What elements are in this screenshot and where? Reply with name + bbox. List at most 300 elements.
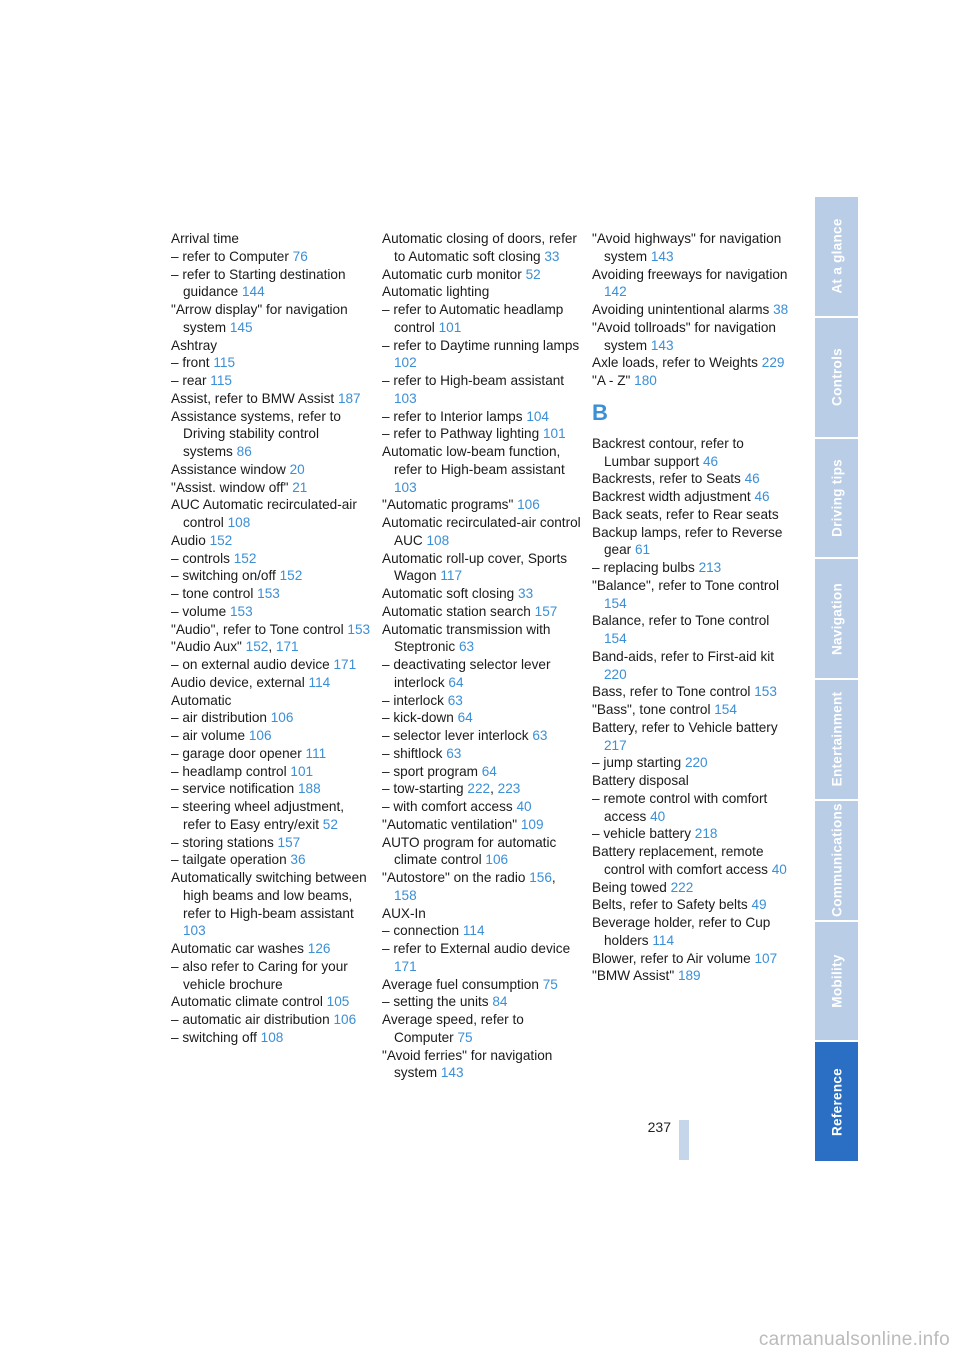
page-link[interactable]: 101 <box>290 763 314 779</box>
index-entry <box>171 958 371 994</box>
index-entry-text: "Automatic ventilation" <box>382 816 518 832</box>
index-entry <box>382 816 582 834</box>
page-link[interactable]: 86 <box>236 444 252 459</box>
index-entry <box>171 993 371 1011</box>
index-entry-text: – jump starting <box>592 755 682 771</box>
index-entry <box>382 940 582 976</box>
tab-navigation[interactable] <box>815 559 858 680</box>
page-link[interactable]: 52 <box>322 816 338 832</box>
index-entry-text: – tone control <box>171 586 254 601</box>
page-link[interactable]: 114 <box>308 674 331 690</box>
page-link[interactable]: 126 <box>307 941 331 956</box>
index-entry-text: Avoiding freeways for navigation <box>592 266 788 282</box>
index-entry-text: – tow-starting <box>382 781 464 797</box>
index-entry <box>592 914 792 950</box>
index-entry-text: – refer to Computer <box>171 248 289 264</box>
page-link[interactable]: 109 <box>520 816 544 832</box>
index-column-1 <box>171 230 371 1047</box>
index-entry <box>171 798 371 834</box>
index-entry <box>382 692 582 710</box>
index-entry-text: – deactivating selector lever interlock <box>382 657 551 690</box>
index-entry-text: – refer to External audio device <box>382 941 571 956</box>
page-link[interactable]: 106 <box>485 852 509 868</box>
index-entry-text: Axle loads, refer to Weights <box>592 355 758 371</box>
index-entry <box>171 692 371 710</box>
page-link[interactable]: 108 <box>426 532 450 548</box>
index-entry-text: – setting the units <box>382 994 489 1010</box>
page-link[interactable]: 222 <box>467 781 491 797</box>
page-link[interactable]: 143 <box>650 337 674 353</box>
page-link[interactable]: 106 <box>333 1012 357 1027</box>
page-link[interactable]: 143 <box>440 1065 464 1081</box>
page-link[interactable]: 101 <box>438 319 462 335</box>
index-entry-text: AUX-In <box>382 905 426 921</box>
page-link[interactable]: 46 <box>703 453 719 469</box>
tab-communications[interactable] <box>815 801 858 922</box>
index-entry-text: – headlamp control <box>171 763 287 779</box>
index-entry-text: Automatic soft closing <box>382 586 515 601</box>
index-entry <box>592 301 792 319</box>
index-entry <box>171 851 371 869</box>
index-entry-text: – steering wheel adjustment, refer to Easy entry/exit <box>171 799 345 832</box>
index-entry-text: – service notification <box>171 781 295 797</box>
page-link[interactable]: 108 <box>227 515 251 530</box>
index-entry-text: "Autostore" on the radio <box>382 870 526 885</box>
index-entry-text: – refer to Starting destination guidance <box>171 266 346 300</box>
index-entry: "Audio Aux" 152, 171 <box>171 639 299 655</box>
index-entry <box>382 408 582 426</box>
index-entry-text: – on external audio device <box>171 657 330 672</box>
index-entry <box>592 896 792 914</box>
index-entry <box>592 266 792 302</box>
index-entry-text: – refer to Interior lamps <box>382 408 523 424</box>
page-link[interactable]: 115 <box>213 355 235 371</box>
page-link[interactable]: 171 <box>333 657 357 672</box>
index-entry-text: Backrest width adjustment <box>592 489 751 504</box>
page-link[interactable]: 111 <box>305 745 327 761</box>
index-entry <box>171 763 371 781</box>
index-entry-text: Being towed <box>592 879 667 895</box>
page-link[interactable]: 63 <box>447 692 463 708</box>
section-tabs <box>815 197 858 1161</box>
index-entry-text: – remote control with comfort access <box>592 790 768 824</box>
index-entry-text: – interlock <box>382 692 444 708</box>
page-link[interactable]: 107 <box>754 950 778 966</box>
index-entry-text: – volume <box>171 603 227 619</box>
page-link[interactable]: 38 <box>773 302 789 317</box>
index-entry <box>171 567 371 585</box>
index-entry <box>171 834 371 852</box>
index-entry <box>382 283 582 301</box>
index-entry <box>382 443 582 496</box>
index-entry-text: Automatic station search <box>382 603 531 619</box>
index-entry <box>171 230 371 248</box>
index-entry-text: Battery disposal <box>592 773 689 788</box>
index-entry-text: "Audio Aux" <box>171 639 242 655</box>
index-entry <box>592 230 792 266</box>
index-entry-text: Audio device, external <box>171 674 305 690</box>
index-entry <box>592 488 792 506</box>
index-entry <box>382 798 582 816</box>
index-entry <box>171 621 371 639</box>
index-entry-text: – garage door opener <box>171 745 302 761</box>
index-letter-heading: B <box>592 399 608 425</box>
index-entry-text: Assistance systems, refer to Driving stability control systems <box>171 408 341 459</box>
index-entry-text: Automatic lighting <box>382 284 490 300</box>
page-link[interactable]: 114 <box>652 932 675 948</box>
index-entry <box>382 656 582 692</box>
index-entry-text: Automatic car washes <box>171 941 304 956</box>
index-entry-text: Avoiding unintentional alarms <box>592 302 770 317</box>
index-column-3 <box>592 230 792 985</box>
index-entry-text: – air distribution <box>171 710 267 726</box>
index-entry <box>171 532 371 550</box>
index-entry-text: – with comfort access <box>382 799 513 814</box>
page-link[interactable]: 105 <box>326 994 350 1010</box>
index-entry <box>382 550 582 586</box>
index-entry <box>382 496 582 514</box>
index-entry-text: – front <box>171 355 210 371</box>
index-entry-text: Average fuel consumption <box>382 976 539 992</box>
index-entry <box>171 408 371 461</box>
index-entry <box>592 648 792 684</box>
index-entry <box>171 656 371 674</box>
index-entry-text: – sport program <box>382 763 478 779</box>
index-entry <box>171 585 371 603</box>
index-entry-text: Automatic low-beam function, refer to High-beam assistant <box>382 444 565 477</box>
index-entry <box>382 745 582 763</box>
index-entry <box>592 719 792 755</box>
page-link[interactable]: 154 <box>604 631 627 646</box>
index-entry-text: – selector lever interlock <box>382 728 529 743</box>
index-entry-text: Audio <box>171 532 206 548</box>
tab-driving-tips[interactable] <box>815 439 858 560</box>
page-link[interactable]: 63 <box>446 745 462 761</box>
index-entry-text: AUC Automatic recirculated-air control <box>171 497 357 530</box>
tab-mobility[interactable] <box>815 922 858 1043</box>
page-link[interactable]: 189 <box>677 968 701 984</box>
index-entry-text: – replacing bulbs <box>592 560 695 575</box>
index-entry-text: Automatic transmission with Steptronic <box>382 621 551 655</box>
index-entry-text: – rear <box>171 373 207 388</box>
page-link[interactable]: 152 <box>233 550 257 566</box>
page-number-bar <box>679 1120 689 1160</box>
page-link[interactable]: 171 <box>394 958 417 974</box>
page-link[interactable]: 220 <box>684 755 708 771</box>
page-link[interactable]: 52 <box>525 266 541 282</box>
index-entry <box>171 248 371 266</box>
index-entry <box>592 879 792 897</box>
page-link[interactable]: 144 <box>241 284 265 300</box>
index-entry <box>382 905 582 923</box>
index-entry <box>592 701 792 719</box>
page-link[interactable]: 217 <box>604 737 627 753</box>
page-link[interactable]: 171 <box>275 639 299 655</box>
page-link[interactable]: 153 <box>229 603 253 619</box>
index-entry <box>382 727 582 745</box>
page-link[interactable]: 102 <box>394 355 417 371</box>
index-entry-text: Backrest contour, refer to Lumbar support <box>592 435 744 469</box>
index-entry <box>382 585 582 603</box>
page-link[interactable]: 157 <box>534 603 558 619</box>
index-entry-text: Back seats, refer to Rear seats <box>592 506 779 522</box>
tab-label: Mobility <box>829 954 844 1008</box>
page-link[interactable]: 222 <box>670 879 694 895</box>
page-link[interactable]: 153 <box>754 684 777 700</box>
index-entry-text: Band-aids, refer to First-aid kit <box>592 648 775 664</box>
page-link[interactable]: 49 <box>751 897 767 913</box>
page-link[interactable]: 154 <box>714 702 737 717</box>
index-entry <box>382 230 582 266</box>
index-entry-text: Ashtray <box>171 337 218 353</box>
page-link[interactable]: 213 <box>698 560 722 575</box>
page-link[interactable]: 76 <box>292 248 308 264</box>
index-entry <box>382 1011 582 1047</box>
index-column-2 <box>382 230 582 1082</box>
page-link[interactable]: 20 <box>289 461 305 477</box>
index-entry <box>171 479 371 497</box>
index-entry <box>592 772 792 790</box>
page-link[interactable]: 46 <box>744 471 760 487</box>
page-link[interactable]: 33 <box>544 248 560 264</box>
index-entry-text: – vehicle battery <box>592 826 691 842</box>
page-link[interactable]: 101 <box>542 426 566 442</box>
index-entry-text: Battery, refer to Vehicle battery <box>592 719 778 735</box>
index-entry <box>592 354 792 372</box>
page-link[interactable]: 64 <box>481 763 497 779</box>
page-link[interactable]: 106 <box>248 728 272 743</box>
index-entry <box>382 603 582 621</box>
index-entry-text: – connection <box>382 923 460 939</box>
page-number: 237 <box>647 1119 671 1135</box>
tab-controls[interactable] <box>815 318 858 439</box>
page-link[interactable]: 103 <box>394 479 417 495</box>
tab-label: Communications <box>829 803 844 917</box>
page-link[interactable]: 153 <box>347 621 371 637</box>
page-link[interactable]: 158 <box>394 887 417 903</box>
index-entry-text: – controls <box>171 550 230 566</box>
index-entry <box>171 727 371 745</box>
index-entry <box>382 709 582 727</box>
index-entry-text: – automatic air distribution <box>171 1012 330 1027</box>
tab-reference[interactable] <box>815 1042 858 1161</box>
index-entry <box>171 301 371 337</box>
tab-label: Driving tips <box>829 458 844 537</box>
page-link[interactable]: 108 <box>260 1029 284 1045</box>
index-entry <box>382 621 582 657</box>
page-link[interactable]: 143 <box>650 248 674 264</box>
index-entry-text: "Audio", refer to Tone control <box>171 621 344 637</box>
watermark: carmanualsonline.info <box>758 1329 950 1350</box>
index-entry <box>382 514 582 550</box>
index-entry <box>171 461 371 479</box>
index-entry <box>171 390 371 408</box>
page-link[interactable]: 142 <box>604 284 627 300</box>
index-entry-text: – refer to High-beam assistant <box>382 373 565 388</box>
page-link[interactable]: 103 <box>394 390 417 406</box>
page-link[interactable]: 180 <box>634 373 657 388</box>
index-entry-text: "Avoid tollroads" for navigation system <box>592 319 776 353</box>
page-link[interactable]: 152 <box>245 639 269 655</box>
index-entry <box>592 577 792 613</box>
page-link[interactable]: 223 <box>497 781 521 797</box>
page-link[interactable]: 40 <box>771 861 787 877</box>
page-link[interactable]: 218 <box>694 826 718 842</box>
index-entry <box>592 950 792 968</box>
tab-at-a-glance[interactable] <box>815 197 858 318</box>
index-entry-text: Assist, refer to BMW Assist <box>171 390 335 406</box>
tab-label: Entertainment <box>829 692 844 787</box>
index-entry-text: "Bass", tone control <box>592 702 711 717</box>
index-entry <box>171 354 371 372</box>
index-entry-text: Bass, refer to Tone control <box>592 684 751 700</box>
page-link[interactable]: 106 <box>270 710 294 726</box>
index-entry <box>382 976 582 994</box>
index-entry-text: Assistance window <box>171 461 286 477</box>
page-link[interactable]: 40 <box>650 808 666 824</box>
index-entry <box>171 603 371 621</box>
page-link[interactable]: 46 <box>754 489 770 504</box>
page-link[interactable]: 61 <box>635 542 651 558</box>
page-link[interactable]: 229 <box>761 355 785 371</box>
index-entry-text: Arrival time <box>171 231 239 246</box>
tab-label: Controls <box>829 348 844 407</box>
index-entry <box>382 425 582 443</box>
index-entry <box>592 524 792 560</box>
index-entry-text: – refer to Pathway lighting <box>382 426 540 442</box>
index-entry: "Autostore" on the radio 156, 158 <box>382 870 556 903</box>
tab-label: Reference <box>829 1067 844 1136</box>
index-entry-text: – also refer to Caring for your vehicle brochure <box>171 958 348 992</box>
page-link[interactable]: 156 <box>529 870 552 885</box>
index-entry <box>592 435 792 471</box>
page-link[interactable]: 106 <box>517 497 540 513</box>
index-entry-text: – switching off <box>171 1029 257 1045</box>
page-link[interactable]: 63 <box>459 639 475 655</box>
index-entry-text: "Balance", refer to Tone control <box>592 577 779 593</box>
index-entry <box>171 1029 371 1047</box>
index-entry-text: – tailgate operation <box>171 852 287 868</box>
tab-label: Navigation <box>829 582 844 655</box>
index-entry <box>592 470 792 488</box>
index-entry <box>171 709 371 727</box>
page-link[interactable]: 152 <box>279 568 303 584</box>
index-entry <box>171 496 371 532</box>
index-entry-text: – refer to Automatic headlamp control <box>382 302 564 335</box>
index-entry-text: "Automatic programs" <box>382 497 514 513</box>
index-entry <box>382 372 582 408</box>
index-entry-text: Blower, refer to Air volume <box>592 950 751 966</box>
index-entry-text: Average speed, refer to Computer <box>382 1012 524 1045</box>
index-entry <box>171 550 371 568</box>
index-entry <box>592 506 792 524</box>
index-entry: – tow-starting 222, 223 <box>382 781 521 797</box>
index-entry <box>592 843 792 879</box>
index-entry <box>171 266 371 302</box>
index-entry-text: – storing stations <box>171 834 274 850</box>
page-link[interactable]: 220 <box>604 666 627 682</box>
index-entry-text: AUTO program for automatic climate control <box>382 834 557 868</box>
page-link[interactable]: 117 <box>440 568 463 584</box>
index-entry-text: Backup lamps, refer to Reverse gear <box>592 524 783 558</box>
page-link[interactable]: 103 <box>183 923 206 939</box>
index-entry-text: – shiftlock <box>382 745 443 761</box>
page-link[interactable]: 145 <box>229 319 253 335</box>
page-link[interactable]: 75 <box>457 1029 473 1045</box>
page-link[interactable]: 63 <box>532 728 548 743</box>
page-link[interactable]: 84 <box>492 994 508 1010</box>
index-entry <box>382 1047 582 1083</box>
index-entry <box>382 266 582 284</box>
index-entry <box>382 993 582 1011</box>
page-link[interactable]: 152 <box>209 532 233 548</box>
page-link[interactable]: 154 <box>604 595 627 611</box>
page-link[interactable]: 115 <box>210 373 232 388</box>
tab-entertainment[interactable] <box>815 680 858 801</box>
page-link[interactable]: 157 <box>277 834 301 850</box>
page-link[interactable]: 187 <box>337 390 361 406</box>
page-link[interactable]: 36 <box>290 852 306 868</box>
index-entry <box>592 612 792 648</box>
index-entry <box>382 834 582 870</box>
page-link[interactable]: 64 <box>457 710 473 726</box>
index-entry-text: – kick-down <box>382 710 454 726</box>
index-entry-text: Automatic curb monitor <box>382 266 522 282</box>
index-entry <box>382 922 582 940</box>
index-entry <box>592 683 792 701</box>
index-entry <box>171 372 371 390</box>
index-entry <box>171 869 371 940</box>
index-entry-text: "BMW Assist" <box>592 968 675 984</box>
index-entry-text: Backrests, refer to Seats <box>592 471 741 487</box>
index-entry <box>382 301 582 337</box>
index-entry-text: Belts, refer to Safety belts <box>592 897 748 913</box>
index-entry-text: "Avoid highways" for navigation system <box>592 231 782 264</box>
index-entry-text: – refer to Daytime running lamps <box>382 337 580 353</box>
page-link[interactable]: 114 <box>462 923 485 939</box>
page-link[interactable]: 75 <box>542 976 558 992</box>
index-entry-text: Beverage holder, refer to Cup holders <box>592 915 771 948</box>
index-entry-text: "A - Z" <box>592 373 631 388</box>
page-link[interactable]: 188 <box>297 781 321 797</box>
page-link[interactable]: 40 <box>516 799 532 814</box>
index-entry-text: Automatic <box>171 692 232 708</box>
index-entry <box>592 754 792 772</box>
index-entry <box>592 319 792 355</box>
index-entry <box>171 674 371 692</box>
index-entry <box>171 780 371 798</box>
index-entry <box>171 940 371 958</box>
index-entry-text: "Assist. window off" <box>171 479 289 495</box>
index-entry-text: Automatic recirculated-air control AUC <box>382 515 581 548</box>
page-link[interactable]: 64 <box>448 674 464 690</box>
index-entry <box>592 372 792 390</box>
index-entry-text: Automatically switching between high beams and low beams, refer to High-beam assistant <box>171 870 367 921</box>
index-entry <box>171 745 371 763</box>
page-link[interactable]: 33 <box>518 586 534 601</box>
index-entry-text: "Avoid ferries" for navigation system <box>382 1047 553 1081</box>
index-entry <box>592 825 792 843</box>
index-entry-text: "Arrow display" for navigation system <box>171 302 348 335</box>
index-entry-text: Automatic roll-up cover, Sports Wagon <box>382 550 568 584</box>
page-link[interactable]: 104 <box>526 408 549 424</box>
index-entry-text: – air volume <box>171 728 246 743</box>
page-link[interactable]: 153 <box>257 586 280 601</box>
index-entry <box>382 763 582 781</box>
page-link[interactable]: 21 <box>292 479 308 495</box>
index-entry <box>171 1011 371 1029</box>
index-entry <box>171 337 371 355</box>
